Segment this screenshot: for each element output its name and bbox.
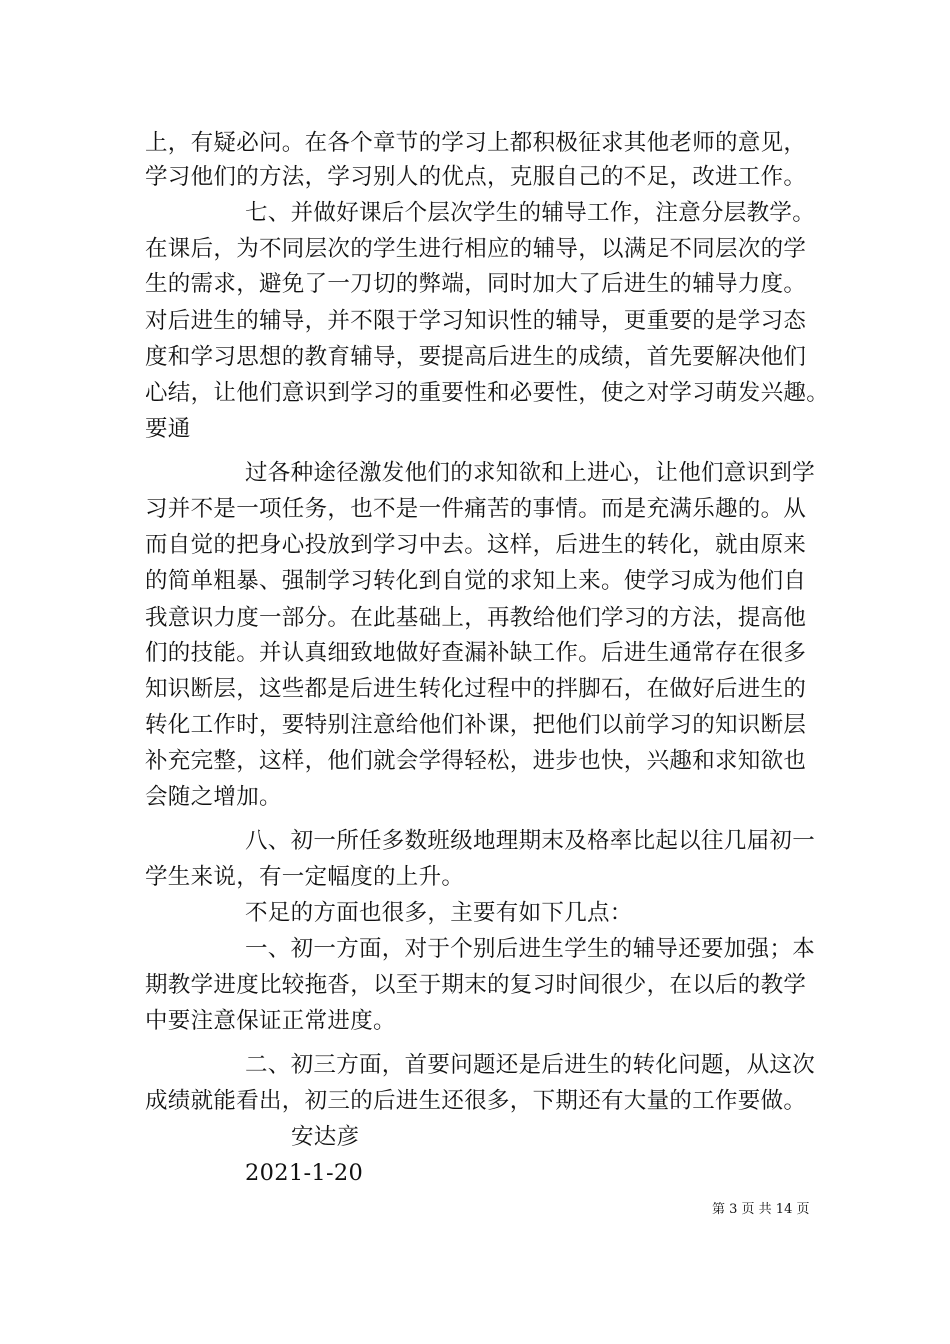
- signature: 安达彦: [291, 1124, 360, 1150]
- paragraph-line: 而自觉的把身心投放到学习中去。这样，后进生的转化，就由原来: [145, 532, 807, 558]
- paragraph-line: 上，有疑必问。在各个章节的学习上都积极征求其他老师的意见，: [145, 130, 807, 156]
- paragraph-line: 转化工作时，要特别注意给他们补课，把他们以前学习的知识断层: [145, 712, 807, 738]
- paragraph-line: 学生来说，有一定幅度的上升。: [145, 864, 465, 890]
- document-date: 2021-1-20: [245, 1160, 364, 1186]
- shortcomings-heading: 不足的方面也很多，主要有如下几点：: [245, 900, 633, 926]
- page-number-footer: 第 3 页 共 14 页: [712, 1202, 810, 1217]
- paragraph-line: 知识断层，这些都是后进生转化过程中的拌脚石，在做好后进生的: [145, 676, 807, 702]
- paragraph-line: 学习他们的方法，学习别人的优点，克服自己的不足，改进工作。: [145, 164, 807, 190]
- point-one-line: 一、初一方面，对于个别后进生学生的辅导还要加强；本: [245, 936, 816, 962]
- paragraph-line: 补充完整，这样，他们就会学得轻松，进步也快，兴趣和求知欲也: [145, 748, 807, 774]
- paragraph-line: 的简单粗暴、强制学习转化到自觉的求知上来。使学习成为他们自: [145, 568, 807, 594]
- section-eight-line: 八、初一所任多数班级地理期末及格率比起以往几届初一: [245, 828, 816, 854]
- paragraph-line: 们的技能。并认真细致地做好查漏补缺工作。后进生通常存在很多: [145, 640, 807, 666]
- paragraph-line: 心结，让他们意识到学习的重要性和必要性，使之对学习萌发兴趣。: [145, 380, 830, 406]
- paragraph-line: 度和学习思想的教育辅导，要提高后进生的成绩，首先要解决他们: [145, 344, 807, 370]
- paragraph-line: 生的需求，避免了一刀切的弊端，同时加大了后进生的辅导力度。: [145, 271, 807, 297]
- paragraph-line: 过各种途径激发他们的求知欲和上进心，让他们意识到学: [245, 460, 816, 486]
- paragraph-line: 成绩就能看出，初三的后进生还很多，下期还有大量的工作要做。: [145, 1088, 807, 1114]
- paragraph-line: 要通: [145, 416, 191, 442]
- paragraph-line: 期教学进度比较拖沓，以至于期末的复习时间很少，在以后的教学: [145, 972, 807, 998]
- point-two-line: 二、初三方面，首要问题还是后进生的转化问题，从这次: [245, 1052, 816, 1078]
- paragraph-line: 会随之增加。: [145, 784, 282, 810]
- paragraph-line: 对后进生的辅导，并不限于学习知识性的辅导，更重要的是学习态: [145, 308, 807, 334]
- paragraph-line: 在课后，为不同层次的学生进行相应的辅导，以满足不同层次的学: [145, 236, 807, 262]
- section-seven-heading: 七、并做好课后个层次学生的辅导工作，注意分层教学。: [245, 200, 816, 226]
- paragraph-line: 我意识力度一部分。在此基础上，再教给他们学习的方法，提高他: [145, 605, 807, 631]
- paragraph-line: 习并不是一项任务，也不是一件痛苦的事情。而是充满乐趣的。从: [145, 496, 807, 522]
- paragraph-line: 中要注意保证正常进度。: [145, 1008, 396, 1034]
